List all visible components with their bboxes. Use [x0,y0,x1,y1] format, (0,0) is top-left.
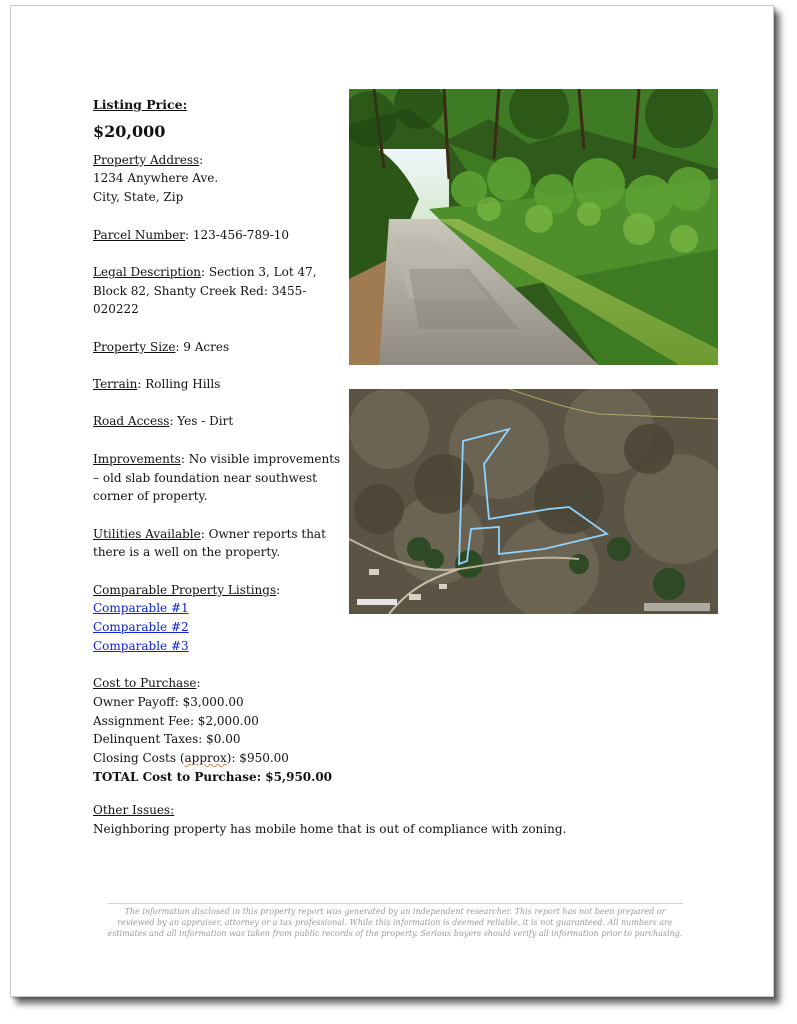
closing-costs-prefix: Closing Costs ( [93,751,185,766]
total-cost: TOTAL Cost to Purchase: $5,950.00 [93,769,333,784]
delinquent-taxes: Delinquent Taxes: $0.00 [93,732,241,747]
terrain-value: : Rolling Hills [137,377,221,392]
cost-label: Cost to Purchase [93,676,197,691]
aerial-parcel-map [349,389,718,614]
legal-label: Legal Description [93,264,202,279]
address-line2: City, State, Zip [93,190,184,205]
terrain-section [93,375,345,394]
road-label: Road Access [93,414,170,429]
closing-costs-suffix: ): $950.00 [226,751,289,766]
closing-costs-approx: approx [184,751,227,766]
other-issues-value: Neighboring property has mobile home that is out of compliance with zoning. [93,821,567,836]
comparables-label: Comparable Property Listings [93,582,277,597]
property-road-photo [349,89,718,365]
road-value: : Yes - Dirt [169,414,234,429]
improvements-section [93,450,345,506]
property-details [93,96,345,805]
comparables-section: Comparable Property Listings: Comparable #1 Comparable #2 Comparable #3 [93,581,345,656]
legal-section [93,263,345,319]
parcel-value: : 123-456-789-10 [185,227,290,242]
utilities-value: : Owner reports that there is a well on the property. [93,526,326,560]
comparable-link-2[interactable]: Comparable #2 [93,620,189,635]
size-value: : 9 Acres [175,339,230,354]
address-section: Property Address: 1234 Anywhere Ave. City, State, Zip [93,152,219,205]
utilities-label: Utilities Available [93,526,201,541]
closing-costs [93,751,289,765]
parcel-section [93,226,345,245]
utilities-section [93,525,345,562]
disclaimer-divider [107,903,683,904]
legal-value: : Section 3, Lot 47, Block 82, Shanty Creek Red: 3455-020222 [93,264,317,317]
document-page [10,5,774,997]
size-section [93,338,345,357]
road-section [93,412,345,431]
improvements-label: Improvements [93,451,181,466]
comparable-link-3[interactable]: Comparable #3 [93,638,189,653]
size-label: Property Size [93,339,176,354]
disclaimer-text: The information disclosed in this property report was generated by an independent researcher. This report has not been prepared or reviewed by an appraiser, attorney or a tax professional. While this information is deemed reliable, it is not guaranteed. All numbers are estimates and all information was taken from public records of the property. Serious buyers should verify all information prior to purchasing. [107,907,683,938]
other-issues-label: Other Issues: [93,803,175,817]
terrain-label: Terrain [93,377,138,392]
listing-price: $20,000 [93,121,166,141]
assignment-fee: Assignment Fee: $2,000.00 [93,713,259,728]
improvements-value: : No visible improvements – old slab foundation near southwest corner of property. [93,451,341,504]
owner-payoff: Owner Payoff: $3,000.00 [93,694,244,709]
cost-section: Cost to Purchase: Owner Payoff: $3,000.00 Assignment Fee: $2,000.00 Delinquent Taxes: $0.00 Closing Costs (approx): $950.00 TOTAL Cost to Purchase: $5,950.00 [93,676,333,784]
comparable-link-1[interactable]: Comparable #1 [93,601,189,616]
other-issues-section [93,801,733,838]
parcel-label: Parcel Number [93,227,186,242]
address-label: Property Address [93,152,200,167]
address-line1: 1234 Anywhere Ave. [93,171,219,186]
listing-price-label: Listing Price: [93,97,188,112]
